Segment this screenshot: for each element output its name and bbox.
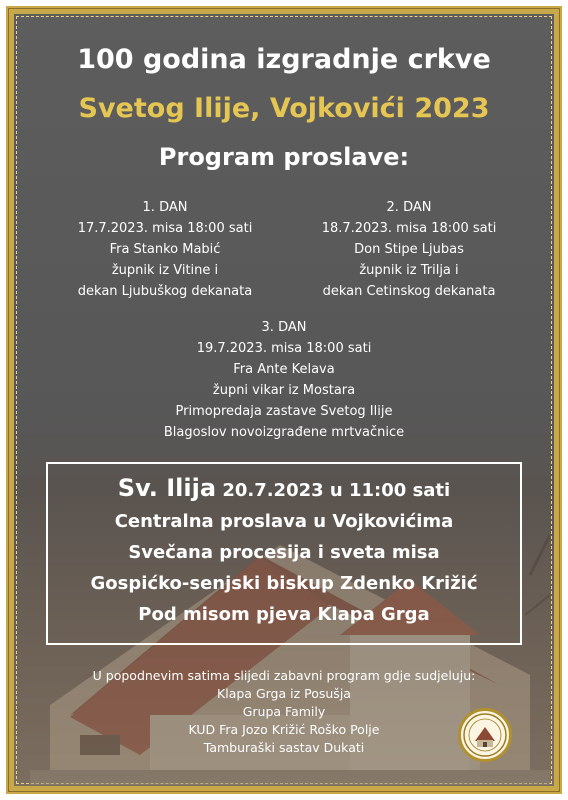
day-3-date: 19.7.2023. misa 18:00 sati bbox=[196, 341, 372, 356]
parish-seal-icon bbox=[458, 708, 512, 762]
day-3-role: župni vikar iz Mostara bbox=[212, 383, 356, 398]
day-1-label: 1. DAN bbox=[142, 200, 188, 215]
day-3-block bbox=[84, 317, 484, 443]
day-2-role: župnik iz Trilja i bbox=[359, 263, 459, 278]
day-1-celebrant: Fra Stanko Mabić bbox=[109, 242, 221, 257]
day-1-deanery: dekan Ljubuškog dekanata bbox=[77, 284, 253, 299]
performer-3: KUD Fra Jozo Križić Roško Polje bbox=[188, 722, 380, 737]
main-event-name: Sv. Ilija bbox=[117, 474, 217, 502]
day-2-celebrant: Don Stipe Ljubas bbox=[354, 242, 464, 257]
main-event-line-1: Centralna proslava u Vojkovićima bbox=[114, 511, 454, 532]
day-2-date: 18.7.2023. misa 18:00 sati bbox=[321, 221, 497, 236]
program-heading: Program proslave: bbox=[158, 143, 410, 171]
performer-2: Grupa Family bbox=[242, 704, 326, 719]
day-2-label: 2. DAN bbox=[386, 200, 432, 215]
day-3-label: 3. DAN bbox=[261, 320, 307, 335]
title-line-2: Svetog Ilije, Vojkovići 2023 bbox=[78, 93, 490, 124]
main-event-title bbox=[48, 473, 520, 506]
day-2-block bbox=[284, 197, 534, 302]
main-event-line-3: Gospićko-senjski biskup Zdenko Križić bbox=[90, 573, 478, 594]
day-2-deanery: dekan Cetinskog dekanata bbox=[322, 284, 496, 299]
day-3-celebrant: Fra Ante Kelava bbox=[233, 362, 335, 377]
day-1-date: 17.7.2023. misa 18:00 sati bbox=[77, 221, 253, 236]
day-1-block bbox=[40, 197, 290, 302]
performer-4: Tamburaški sastav Dukati bbox=[203, 740, 365, 755]
day-3-blessing: Blagoslov novoizgrađene mrtvačnice bbox=[163, 425, 405, 440]
afternoon-intro: U popodnevim satima slijedi zabavni program gdje sudjeluju: bbox=[92, 668, 476, 683]
main-event-line-2: Svečana procesija i sveta misa bbox=[128, 542, 440, 563]
title-line-1: 100 godina izgradnje crkve bbox=[77, 44, 491, 75]
day-3-flag-handover: Primopredaja zastave Svetog Ilije bbox=[175, 404, 393, 419]
main-event-line-4: Pod misom pjeva Klapa Grga bbox=[138, 604, 430, 625]
day-1-role: župnik iz Vitine i bbox=[111, 263, 219, 278]
main-event-box bbox=[46, 462, 522, 645]
performer-1: Klapa Grga iz Posušja bbox=[217, 686, 351, 701]
main-event-datetime: 20.7.2023 u 11:00 sati bbox=[222, 480, 451, 501]
